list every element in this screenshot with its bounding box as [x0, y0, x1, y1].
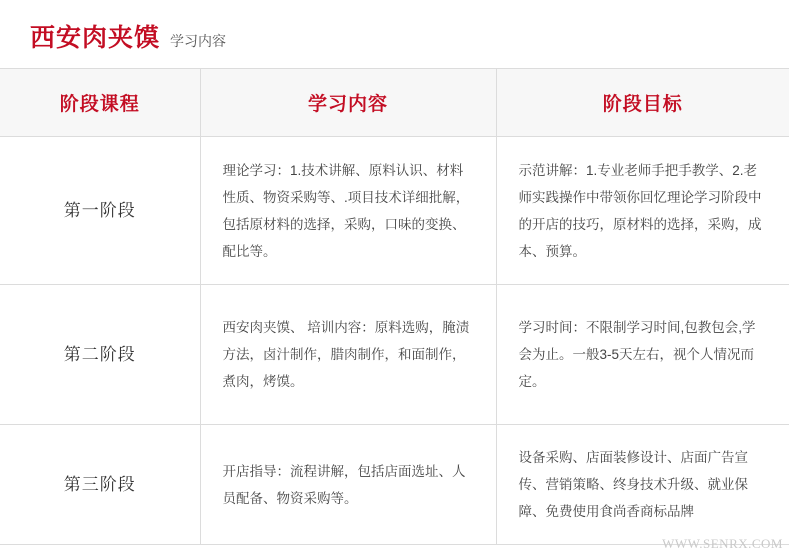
curriculum-table [0, 68, 789, 545]
watermark: WWW.SENRX.COM [662, 536, 783, 551]
stage-content: 理论学习：1.技术讲解、原料认识、材料性质、物资采购等、.项目技术详细批解，包括原材料的选择，采购，口味的变换、配比等。 [200, 137, 496, 285]
table-header [0, 69, 789, 137]
column-header-stage: 阶段课程 [0, 69, 200, 137]
stage-goal: 学习时间：不限制学习时间,包教包会,学会为止。一般3-5天左右，视个人情况而定。 [496, 285, 789, 425]
table-header-row [0, 69, 789, 137]
stage-goal: 示范讲解：1.专业老师手把手教学、2.老师实践操作中带领你回忆理论学习阶段中的开店的技巧，原材料的选择，采购，成本、预算。 [496, 137, 789, 285]
table-row [0, 285, 789, 425]
page-title: 西安肉夹馍 [30, 24, 161, 52]
table-body [0, 137, 789, 545]
column-header-content: 学习内容 [200, 69, 496, 137]
stage-goal: 设备采购、店面装修设计、店面广告宣传、营销策略、终身技术升级、就业保障、免费使用食尚香商标品牌 [496, 425, 789, 545]
table-row [0, 137, 789, 285]
stage-label: 第一阶段 [0, 137, 200, 285]
stage-content: 西安肉夹馍、 培训内容：原料选购，腌渍方法，卤汁制作，腊肉制作，和面制作，煮肉，烤馍。 [200, 285, 496, 425]
table-row [0, 425, 789, 545]
stage-label: 第二阶段 [0, 285, 200, 425]
column-header-goal: 阶段目标 [496, 69, 789, 137]
stage-label: 第三阶段 [0, 425, 200, 545]
page-header [0, 0, 789, 68]
stage-content: 开店指导：流程讲解，包括店面选址、人员配备、物资采购等。 [200, 425, 496, 545]
page-subtitle: 学习内容 [170, 33, 227, 49]
